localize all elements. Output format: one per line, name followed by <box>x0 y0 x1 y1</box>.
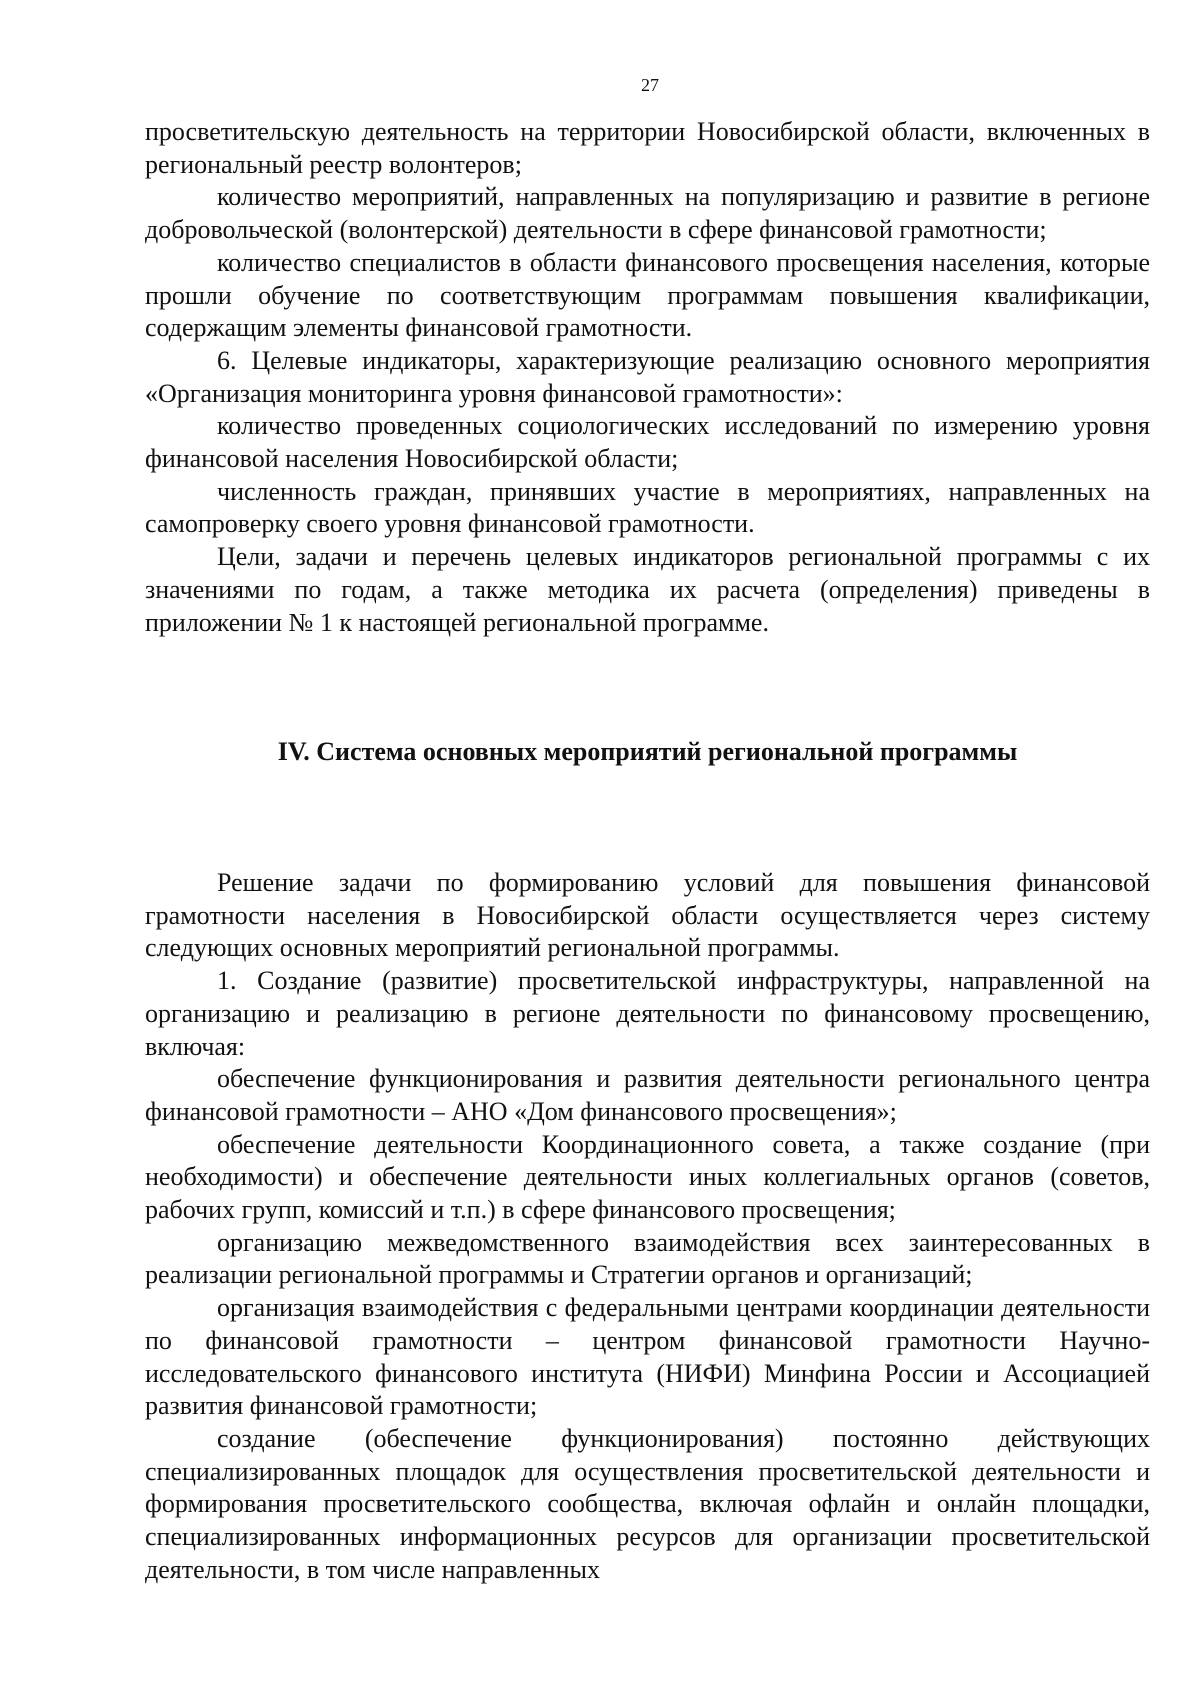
paragraph: Решение задачи по формированию условий для повышения финансовой грамотности населения в Новосибирской области осуществляется через систему следующих основных мероприятий региональной программы. <box>145 868 1150 963</box>
paragraph: 6. Целевые индикаторы, характеризующие реализацию основного мероприятия «Организация мониторинга уровня финансовой грамотности»: <box>145 345 1150 408</box>
paragraph: организацию межведомственного взаимодействия всех заинтересованных в реализации региональной программы и Стратегии органов и организаций; <box>145 1227 1150 1290</box>
paragraph: обеспечение деятельности Координационного совета, а также создание (при необходимости) и обеспечение деятельности иных коллегиальных органов (советов, рабочих групп, комиссий и т.п.) в сфере финансового просвещения; <box>145 1129 1150 1225</box>
top-text-block <box>145 116 1150 639</box>
paragraph: просветительскую деятельность на территории Новосибирской области, включенных в региональный реестр волонтеров; <box>145 117 1150 179</box>
paragraph: количество мероприятий, направленных на популяризацию и развитие в регионе добровольческой (волонтерской) деятельности в сфере финансовой грамотности; <box>145 182 1150 245</box>
paragraph: Цели, задачи и перечень целевых индикаторов региональной программы с их значениями по годам, а также методика их расчета (определения) приведены в приложении № 1 к настоящей региональной программе. <box>145 542 1150 637</box>
paragraph: численность граждан, принявших участие в мероприятиях, направленных на самопроверку своего уровня финансовой грамотности. <box>145 476 1150 539</box>
section-heading: IV. Система основных мероприятий региональной программы <box>277 737 1018 766</box>
paragraph: количество специалистов в области финансового просвещения населения, которые прошли обучение по соответствующим программам повышения квалификации, содержащим элементы финансовой грамотности. <box>145 247 1150 343</box>
page-number: 27 <box>641 75 659 95</box>
bottom-text-block <box>145 867 1150 1586</box>
paragraph: организация взаимодействия с федеральными центрами координации деятельности по финансовой грамотности – центром финансовой грамотности Научно-исследовательского финансового института (НИФИ) Минфина России и Ассоциацией развития финансовой грамотности; <box>145 1293 1150 1421</box>
paragraph: обеспечение функционирования и развития деятельности регионального центра финансовой грамотности – АНО «Дом финансового просвещения»; <box>145 1064 1150 1126</box>
paragraph: создание (обеспечение функционирования) постоянно действующих специализированных площадок для осуществления просветительской деятельности и формирования просветительского сообщества, включая офлайн и онлайн площадки, специализированных информационных ресурсов для организации просветительской деятельности, в том числе направленных <box>145 1423 1150 1584</box>
paragraph: 1. Создание (развитие) просветительской инфраструктуры, направленной на организацию и реализацию в регионе деятельности по финансовому просвещению, включая: <box>145 966 1150 1061</box>
paragraph: количество проведенных социологических исследований по измерению уровня финансовой населения Новосибирской области; <box>145 411 1150 474</box>
